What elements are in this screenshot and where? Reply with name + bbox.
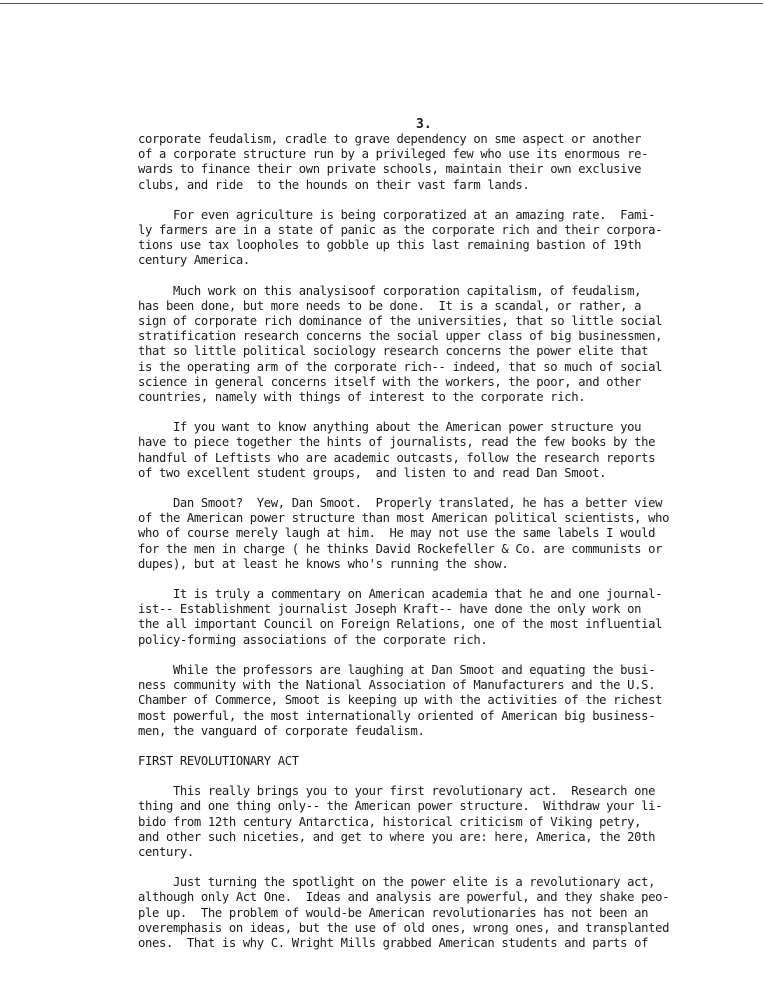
text-line: ness community with the National Association of Manufacturers and the U.S. [138, 678, 656, 693]
text-line: of two excellent student groups, and listen to and read Dan Smoot. [138, 465, 607, 480]
text-line: ist-- Establishment journalist Joseph Kraft-- have done the only work on [138, 602, 642, 617]
text-line: although only Act One. Ideas and analysis are powerful, and they shake peo- [138, 890, 670, 905]
paragraph [138, 875, 710, 951]
paragraph [138, 784, 710, 860]
text-line: Just turning the spotlight on the power elite is a revolutionary act, [138, 875, 656, 890]
text-line: have to piece together the hints of journalists, read the few books by the [138, 435, 656, 450]
paragraphs-before-heading [138, 132, 710, 739]
paragraph [138, 132, 710, 193]
text-line: men, the vanguard of corporate feudalism. [138, 723, 425, 738]
text-line: policy-forming associations of the corporate rich. [138, 632, 488, 647]
page-top-edge-rule [0, 3, 763, 4]
text-line: For even agriculture is being corporatized at an amazing rate. Fami- [138, 207, 656, 222]
text-line: corporate feudalism, cradle to grave dependency on sme aspect or another [138, 132, 642, 146]
text-line: has been done, but more needs to be done. It is a scandal, or rather, a [138, 298, 642, 313]
text-line: and other such niceties, and get to where you are: here, America, the 20th [138, 829, 656, 844]
text-line: clubs, and ride to the hounds on their vast farm lands. [138, 177, 530, 192]
document-body [138, 132, 710, 966]
text-line: most powerful, the most internationally oriented of American big business- [138, 708, 656, 723]
text-line: that so little political sociology research concerns the power elite that [138, 344, 649, 359]
text-line: sign of corporate rich dominance of the universities, that so little social [138, 314, 663, 329]
paragraph [138, 284, 710, 406]
text-line: century America. [138, 253, 250, 268]
text-line: the all important Council on Foreign Relations, one of the most influential [138, 617, 663, 632]
text-line: who of course merely laugh at him. He may not use the same labels I would [138, 526, 656, 541]
text-line: dupes), but at least he knows who's running the show. [138, 556, 509, 571]
paragraph [138, 663, 710, 739]
paragraphs-after-heading [138, 784, 710, 951]
paragraph [138, 496, 710, 572]
text-line: Much work on this analysisoof corporation capitalism, of feudalism, [138, 283, 642, 298]
text-line: century. [138, 844, 194, 859]
text-line: This really brings you to your first revolutionary act. Research one [138, 784, 656, 799]
text-line: overemphasis on ideas, but the use of old ones, wrong ones, and transplanted [138, 920, 670, 935]
text-line: Chamber of Commerce, Smoot is keeping up with the activities of the richest [138, 693, 663, 708]
text-line: ly farmers are in a state of panic as the corporate rich and their corpora- [138, 223, 663, 238]
text-line: While the professors are laughing at Dan Smoot and equating the busi- [138, 662, 656, 677]
text-line: of the American power structure than most American political scientists, who [138, 511, 670, 526]
text-line: handful of Leftists who are academic outcasts, follow the research reports [138, 450, 656, 465]
page-number: 3. [416, 117, 432, 132]
text-line: wards to finance their own private schools, maintain their own exclusive [138, 162, 642, 177]
text-line: It is truly a commentary on American academia that he and one journal- [138, 587, 663, 602]
text-line: for the men in charge ( he thinks David Rockefeller & Co. are communists or [138, 541, 663, 556]
text-line: thing and one thing only-- the American power structure. Withdraw your li- [138, 799, 663, 814]
text-line: tions use tax loopholes to gobble up this last remaining bastion of 19th [138, 238, 642, 253]
text-line: bido from 12th century Antarctica, historical criticism of Viking petry, [138, 814, 642, 829]
paragraph [138, 420, 710, 481]
section-heading: FIRST REVOLUTIONARY ACT [138, 753, 299, 768]
text-line: countries, namely with things of interest to the corporate rich. [138, 390, 586, 405]
text-line: science in general concerns itself with the workers, the poor, and other [138, 374, 642, 389]
text-line: If you want to know anything about the American power structure you [138, 420, 642, 435]
text-line: ones. That is why C. Wright Mills grabbed American students and parts of [138, 935, 649, 950]
text-line: is the operating arm of the corporate rich-- indeed, that so much of social [138, 359, 663, 374]
text-line: Dan Smoot? Yew, Dan Smoot. Properly translated, he has a better view [138, 496, 663, 511]
text-line: ple up. The problem of would-be American revolutionaries has not been an [138, 905, 649, 920]
text-line: stratification research concerns the social upper class of big businessmen, [138, 329, 663, 344]
paragraph [138, 208, 710, 269]
paragraph [138, 587, 710, 648]
text-line: of a corporate structure run by a privileged few who use its enormous re- [138, 147, 649, 162]
